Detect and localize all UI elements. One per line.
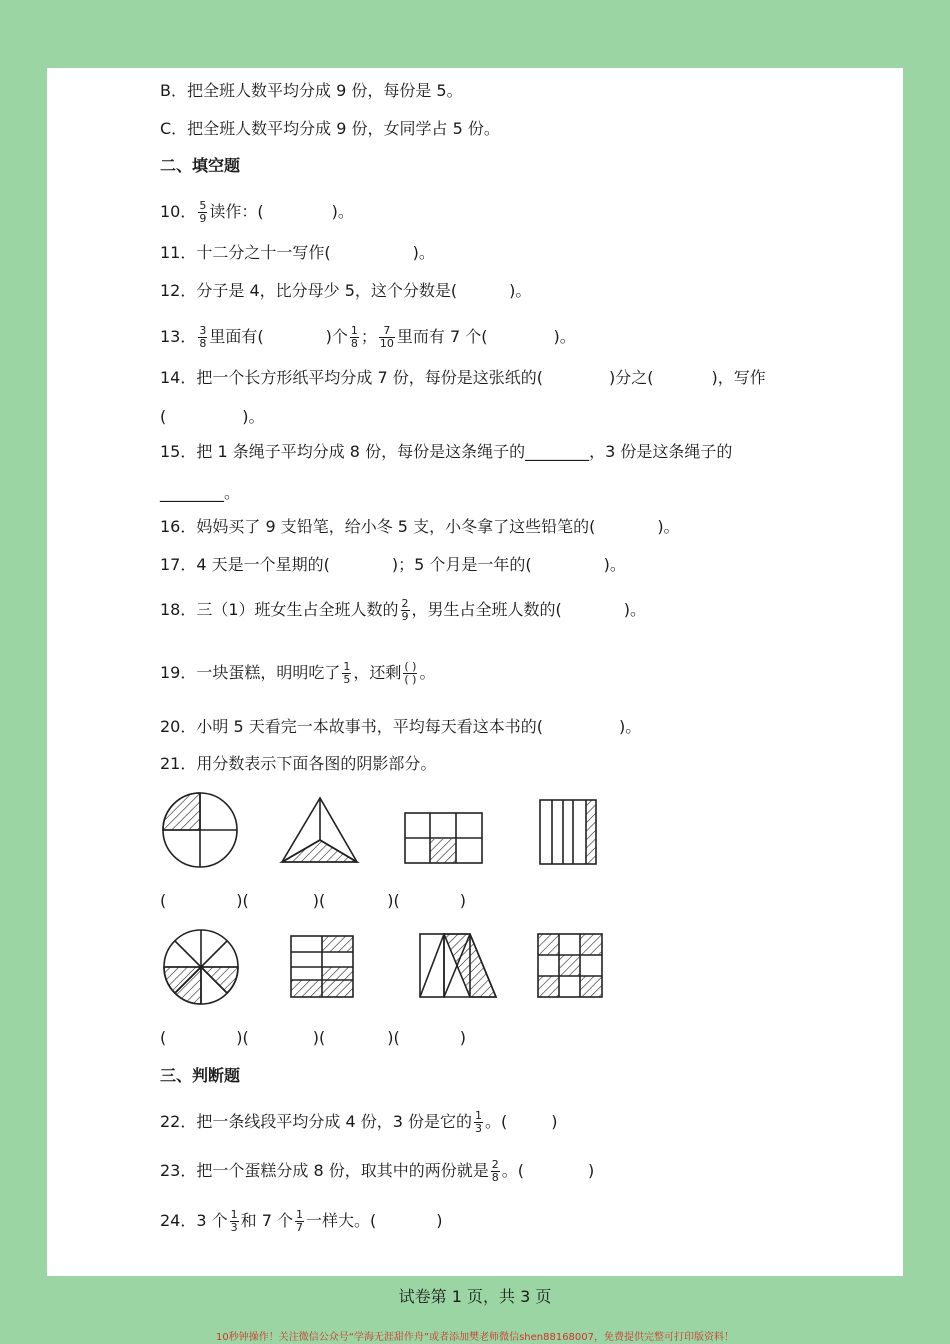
- promo-banner: 10秒钟操作！关注微信公众号“学海无涯甜作舟”或者添加樊老师微信shen88168007，免费提供完整可打印版资料！: [215, 1332, 735, 1343]
- blank-fraction: $\frac{( )}{( )}$: [404, 660, 417, 686]
- question-15: 15．把 1 条绳子平均分成 8 份，每份是这条绳子的________，3 份是这条绳子的: [160, 442, 733, 461]
- question-12: 12．分子是 4，比分母少 5，这个分数是( )。: [160, 281, 532, 300]
- question-10: 10． $\frac{5}{9}$ 读作：( )。: [160, 199, 354, 225]
- section-fill-title: 二、填空题: [160, 156, 241, 175]
- fraction: $\frac{1}{8}$: [350, 324, 358, 350]
- fraction: $\frac{1}{3}$: [230, 1208, 238, 1234]
- question-14: 14．把一个长方形纸平均分成 7 份，每份是这张纸的( )分之( )，写作: [160, 368, 766, 387]
- question-22: 22．把一条线段平均分成 4 份，3 份是它的 $\frac{1}{3}$ 。( ): [160, 1109, 558, 1135]
- question-20: 20．小明 5 天看完一本故事书，平均每天看这本书的( )。: [160, 717, 642, 736]
- answers-row-1: ( )( )( )( ): [160, 891, 466, 910]
- question-15-line2: ________。: [160, 483, 241, 502]
- fraction: $\frac{7}{10}$: [379, 324, 394, 350]
- fraction: $\frac{5}{9}$: [199, 199, 207, 225]
- section-judge-title: 三、判断题: [160, 1066, 241, 1085]
- question-16: 16．妈妈买了 9 支铅笔，给小冬 5 支，小冬拿了这些铅笔的( )。: [160, 517, 680, 536]
- fraction: $\frac{2}{8}$: [491, 1158, 499, 1184]
- option-c: C．把全班人数平均分成 9 份，女同学占 5 份。: [160, 119, 500, 138]
- question-13: 13． $\frac{3}{8}$ 里面有( )个 $\frac{1}{8}$ ； $\frac{7}{10}$ 里而有 7 个( )。: [160, 324, 576, 350]
- question-24: 24．3 个 $\frac{1}{3}$ 和 7 个 $\frac{1}{7}$ 一样大。( ): [160, 1208, 443, 1234]
- question-23: 23．把一个蛋糕分成 8 份，取其中的两份就是 $\frac{2}{8}$ 。( ): [160, 1158, 595, 1184]
- answers-row-2: ( )( )( )( ): [160, 1028, 466, 1047]
- fraction: $\frac{1}{3}$: [474, 1109, 482, 1135]
- option-b: B．把全班人数平均分成 9 份，每份是 5。: [160, 81, 463, 100]
- question-17: 17．4 天是一个星期的( )；5 个月是一年的( )。: [160, 555, 626, 574]
- question-21: 21．用分数表示下面各图的阴影部分。: [160, 754, 437, 773]
- page-footer: 试卷第 1 页，共 3 页: [398, 1287, 552, 1306]
- question-18: 18．三（1）班女生占全班人数的 $\frac{2}{9}$ ，男生占全班人数的( )。: [160, 597, 647, 623]
- question-19: 19．一块蛋糕，明明吃了 $\frac{1}{5}$ ，还剩 $\frac{( )}{( )}$ 。: [160, 660, 436, 686]
- fraction: $\frac{2}{9}$: [401, 597, 409, 623]
- fraction: $\frac{3}{8}$: [199, 324, 207, 350]
- fraction: $\frac{1}{7}$: [296, 1208, 303, 1234]
- question-11: 11．十二分之十一写作( )。: [160, 243, 435, 262]
- question-14-line2: ( )。: [160, 407, 265, 426]
- fraction: $\frac{1}{5}$: [343, 660, 351, 686]
